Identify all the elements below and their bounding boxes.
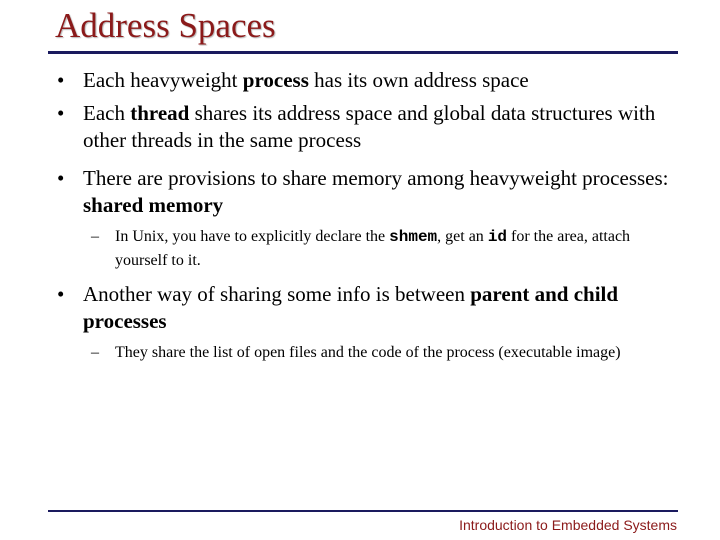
bullet-mark: • xyxy=(57,166,65,190)
sub-bullet-item xyxy=(91,341,675,365)
bullet-bold-term: parent and child processes xyxy=(83,282,619,333)
bullet-item xyxy=(57,100,683,154)
dash-mark: – xyxy=(91,344,99,361)
bullet-bold-term: process xyxy=(242,68,309,92)
bullet-item xyxy=(57,281,683,335)
bullet-text: Each xyxy=(83,101,131,125)
bullet-bold-term: thread xyxy=(130,101,190,125)
bullet-text: shares its address space and global data structures with other threads in the same process xyxy=(83,101,656,152)
bullet-mark: • xyxy=(57,282,65,306)
bullet-item xyxy=(57,165,683,219)
title-divider xyxy=(48,51,678,54)
sub-bullet-item xyxy=(91,225,675,273)
slide-title: Address Spaces xyxy=(55,6,276,45)
bullet-text: There are provisions to share memory among heavyweight processes: xyxy=(83,166,669,190)
footer-title: Introduction to Embedded Systems xyxy=(459,517,677,533)
bullet-text: Each heavyweight xyxy=(83,68,243,92)
code-term: shmem xyxy=(389,228,438,246)
bullet-mark: • xyxy=(57,101,65,125)
bullet-text: Another way of sharing some info is between xyxy=(83,282,471,306)
bullet-item xyxy=(57,67,683,94)
sub-bullet-text: , get an xyxy=(437,228,488,245)
code-term: id xyxy=(487,228,508,246)
sub-bullet-text: for the area, attach yourself to it. xyxy=(115,228,631,269)
footer-divider xyxy=(48,510,678,512)
bullet-mark: • xyxy=(57,68,65,92)
bullet-text: has its own address space xyxy=(308,68,529,92)
sub-bullet-text: They share the list of open files and the code of the process (executable image) xyxy=(115,344,621,361)
bullet-bold-term: shared memory xyxy=(83,193,224,217)
sub-bullet-text: In Unix, you have to explicitly declare the xyxy=(115,228,390,245)
dash-mark: – xyxy=(91,228,99,245)
